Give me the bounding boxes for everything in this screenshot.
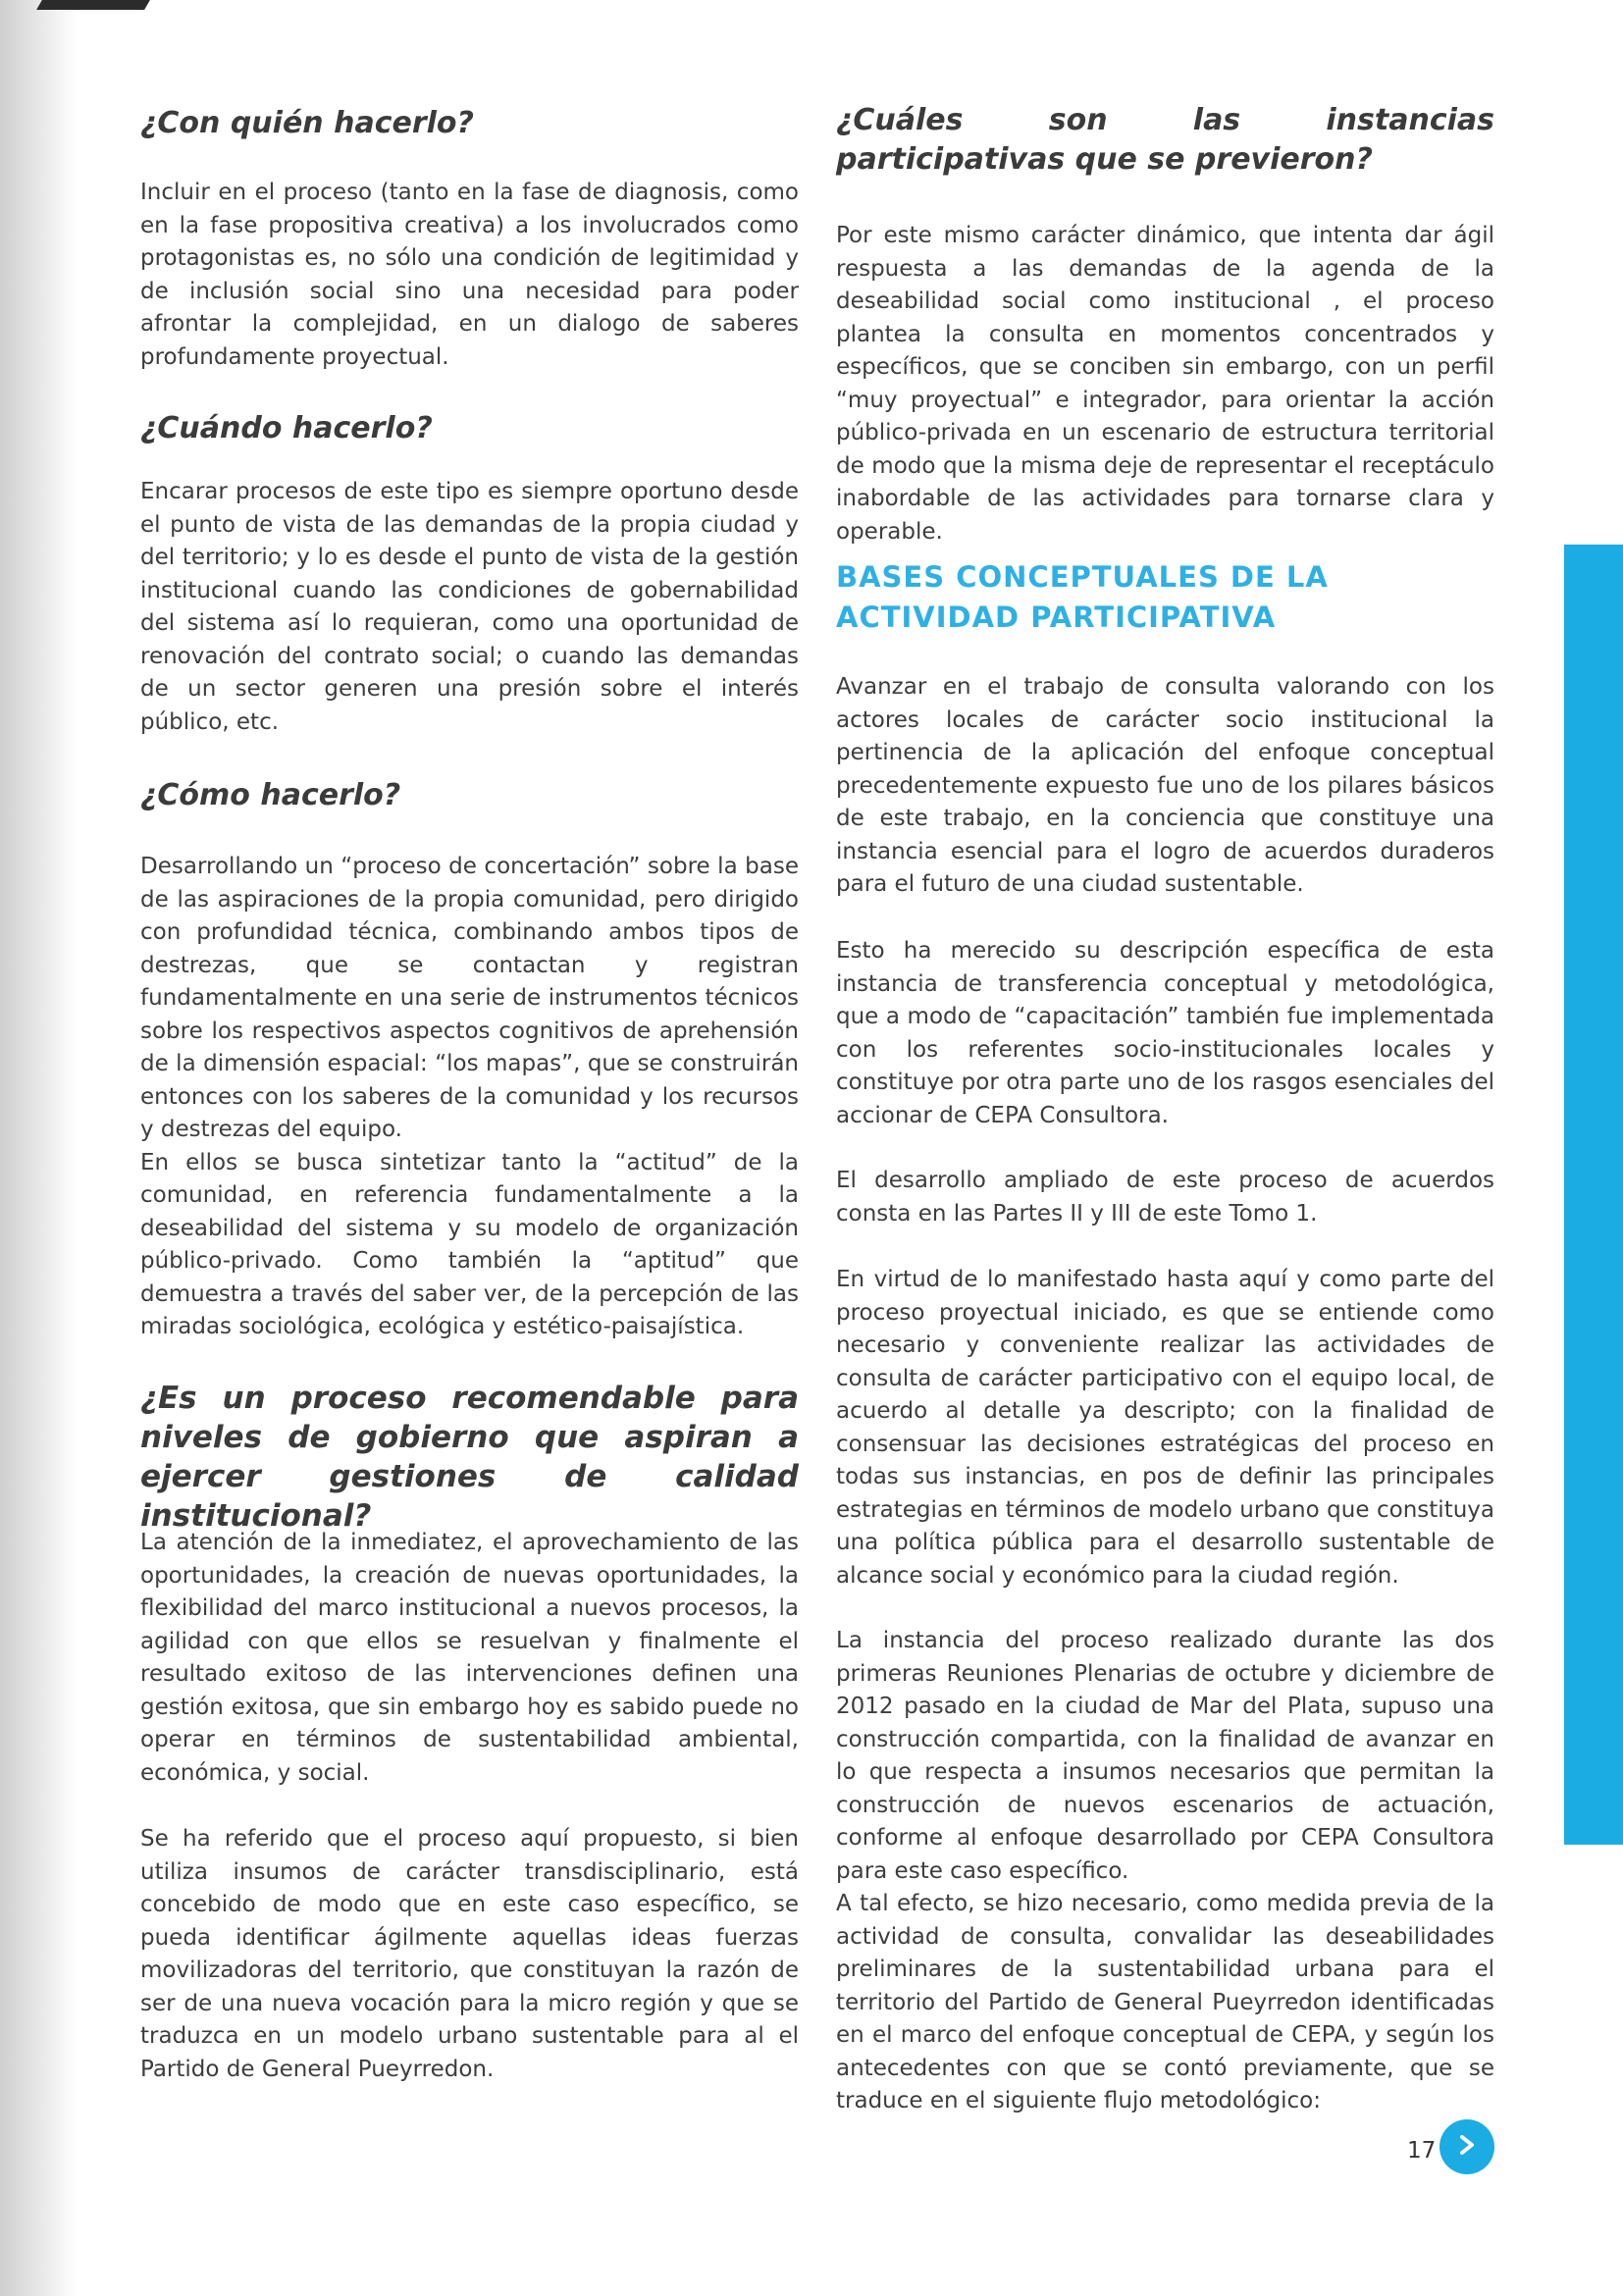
chevron-right-icon [1454,2132,1480,2162]
question-con-quien-body: Incluir en el proceso (tanto en la fase de diagnosis, como en la fase propositiva creativa) a los involucrados como protagonistas es, no sólo una condición de legitimidad y de inclusión social sino una necesidad para poder afrontar la complejidad, en un dialogo de saberes profundamente proyectual. [140,180,799,370]
question-recomendable-body-1: La atención de la inmediatez, el aprovechamiento de las oportunidades, la creación de nuevas oportunidades, la flexibilidad del marco institucional a nuevos procesos, la agilidad con que ellos se resuelvan y finalmente el resultado exitoso de las intervenciones definen una gestión exitosa, que sin embargo hoy es sabido puede no operar en términos de sustentabilidad ambiental, económica, y social. [140,1530,799,1786]
next-page-button[interactable] [1440,2119,1494,2174]
bases-paragraph-1: Avanzar en el trabajo de consulta valorando con los actores locales de carácter socio institucional la pertinencia de la aplicación del enfoque conceptual precedentemente expuesto fue uno de los pilares básicos de este trabajo, en la conciencia que constituye una instancia esencial para el logro de acuerdos duraderos para el futuro de una ciudad sustentable. [836,674,1494,897]
accent-side-bar [1564,545,1623,1845]
question-como-title: ¿Cómo hacerlo? [140,778,401,812]
bases-paragraph-3: El desarrollo ampliado de este proceso de acuerdos consta en las Partes II y III de este Tomo 1. [836,1168,1494,1226]
page-gutter-shadow [0,0,77,2296]
bases-paragraph-2: Esto ha merecido su descripción específica de esta instancia de transferencia conceptual y metodológica, que a modo de “capacitación” también fue implementada con los referentes socio-institucionales locales y constituye por otra parte uno de los rasgos esenciales del accionar de CEPA Consultora. [836,938,1494,1128]
bases-paragraph-4: En virtud de lo manifestado hasta aquí y como parte del proceso proyectual iniciado, es que se entiende como necesario y conveniente realizar las actividades de consulta de carácter participativo con el equipo local, de acuerdo al detalle ya descripto; con la finalidad de consensuar las decisiones estratégicas del proceso en todas sus instancias, en pos de definir las principales estrategias en términos de modelo urbano que constituya una política pública para el desarrollo sustentable de alcance social y económico para la ciudad región. [836,1267,1494,1589]
question-como-body: Desarrollando un “proceso de concertación” sobre la base de las aspiraciones de la propia comunidad, pero dirigido con profundidad técnica, combinando ambos tipos de destrezas, que se contactan y registran fundamentalmente en una serie de instrumentos técnicos sobre los respectivos aspectos cognitivos de aprehensión de la dimensión espacial: “los mapas”, que se construirán entonces con los saberes de la comunidad y los recursos y destrezas del equipo. En ellos se busca sintetizar tanto la “actitud” de la comunidad, en referencia fundamentalmente a la deseabilidad del sistema y su modelo de organización público-privado. Como también la “aptitud” que demuestra a través del saber ver, de la percepción de las miradas sociológica, ecológica y estético-paisajística. [140,854,799,1339]
question-instancias-title: ¿Cuáles son las instancias participativas que se previeron? [836,103,1494,177]
prev-page-corner [36,0,150,10]
question-recomendable-title: ¿Es un proceso recomendable para niveles de gobierno que aspiran a ejercer gestiones de calidad institucional? [140,1381,799,1534]
question-cuando-title: ¿Cuándo hacerlo? [140,411,433,445]
question-con-quien-title: ¿Con quién hacerlo? [140,106,474,140]
bases-paragraph-5: La instancia del proceso realizado durante las dos primeras Reuniones Plenarias de octubre y diciembre de 2012 pasado en la ciudad de Mar del Plata, supuso una construcción compartida, con la finalidad de avanzar en lo que respecta a insumos necesarios que permitan la construcción de nuevos escenarios de actuación, conforme al enfoque desarrollado por CEPA Consultora para este caso específico. A tal efecto, se hizo necesario, como medida previa de la actividad de consulta, convalidar las deseabilidades preliminares de la sustentabilidad urbana para el territorio del Partido de General Pueyrredon identificadas en el marco del enfoque conceptual de CEPA, y según los antecedentes con que se contó previamente, que se traduce en el siguiente flujo metodológico: [836,1628,1494,2113]
question-recomendable-body-2: Se ha referido que el proceso aquí propuesto, si bien utiliza insumos de carácter transdisciplinario, está concebido de modo que en este caso específico, se pueda identificar ágilmente aquellas ideas fuerzas movilizadoras del territorio, que constituyan la razón de ser de una nueva vocación para la micro región y que se traduzca en un modelo urbano sustentable para al el Partido de General Pueyrredon. [140,1826,799,2082]
section-title-bases-conceptuales: BASES CONCEPTUALES DE LA ACTIVIDAD PARTICIPATIVA [836,560,1329,634]
question-instancias-body: Por este mismo carácter dinámico, que intenta dar ágil respuesta a las demandas de la agenda de la deseabilidad social como institucional , el proceso plantea la consulta en momentos concentrados y específicos, que se conciben sin embargo, con un perfil “muy proyectual” e integrador, para orientar la acción público-privada en un escenario de estructura territorial de modo que la misma deje de representar el receptáculo inabordable de las actividades para tornarse clara y operable. [836,223,1494,545]
question-cuando-body: Encarar procesos de este tipo es siempre oportuno desde el punto de vista de las demandas de la propia ciudad y del territorio; y lo es desde el punto de vista de la gestión institucional cuando las condiciones de gobernabilidad del sistema así lo requieran, como una oportunidad de renovación del contrato social; o cuando las demandas de un sector generen una presión sobre el interés público, etc. [140,479,799,735]
page-number: 17 [1407,2138,1437,2164]
